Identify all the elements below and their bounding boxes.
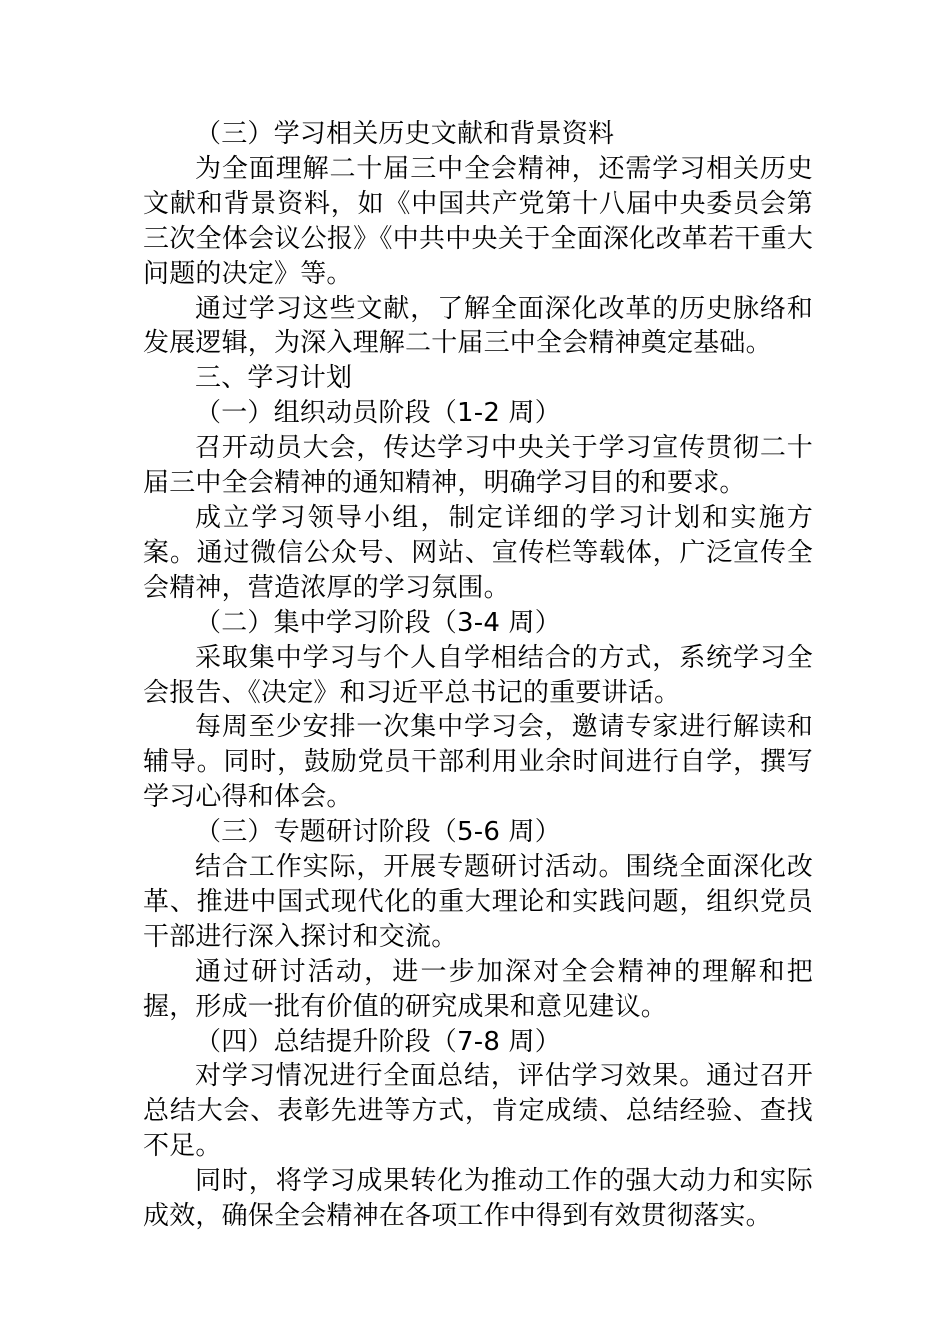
body-paragraph: 同时，将学习成果转化为推动工作的强大动力和实际成效，确保全会精神在各项工作中得到有效贯彻落实。 (143, 1166, 813, 1232)
section-heading: （三）专题研讨阶段（5-6 周） (195, 817, 561, 848)
section-heading: （三）学习相关历史文献和背景资料 (195, 119, 615, 149)
body-paragraph: 成立学习领导小组，制定详细的学习计划和实施方案。通过微信公众号、网站、宣传栏等载体，广泛宣传全会精神，营造浓厚的学习氛围。 (143, 502, 813, 603)
body-paragraph: 通过学习这些文献，了解全面深化改革的历史脉络和发展逻辑，为深入理解二十届三中全会精神奠定基础。 (143, 293, 813, 359)
section-heading: （二）集中学习阶段（3-4 周） (195, 607, 561, 638)
body-paragraph: 结合工作实际，开展专题研讨活动。围绕全面深化改革、推进中国式现代化的重大理论和实践问题，组织党员干部进行深入探讨和交流。 (143, 852, 813, 952)
section-heading: （一）组织动员阶段（1-2 周） (195, 398, 561, 429)
body-paragraph: 对学习情况进行全面总结，评估学习效果。通过召开总结大会、表彰先进等方式，肯定成绩、总结经验、查找不足。 (143, 1061, 813, 1162)
section-heading: （四）总结提升阶段（7-8 周） (195, 1026, 561, 1057)
section-heading: 三、学习计划 (195, 363, 353, 394)
document-body (143, 117, 813, 1234)
body-paragraph: 召开动员大会，传达学习中央关于学习宣传贯彻二十届三中全会精神的通知精神，明确学习目的和要求。 (143, 433, 813, 499)
body-paragraph: 采取集中学习与个人自学相结合的方式，系统学习全会报告、《决定》和习近平总书记的重要讲话。 (143, 642, 813, 708)
body-paragraph: 每周至少安排一次集中学习会，邀请专家进行解读和辅导。同时，鼓励党员干部利用业余时间进行自学，撰写学习心得和体会。 (143, 712, 813, 813)
body-paragraph: 通过研讨活动，进一步加深对全会精神的理解和把握，形成一批有价值的研究成果和意见建议。 (143, 956, 813, 1022)
body-paragraph: 为全面理解二十届三中全会精神，还需学习相关历史文献和背景资料，如《中国共产党第十八届中央委员会第三次全体会议公报》《中共中央关于全面深化改革若干重大问题的决定》等。 (143, 153, 813, 289)
